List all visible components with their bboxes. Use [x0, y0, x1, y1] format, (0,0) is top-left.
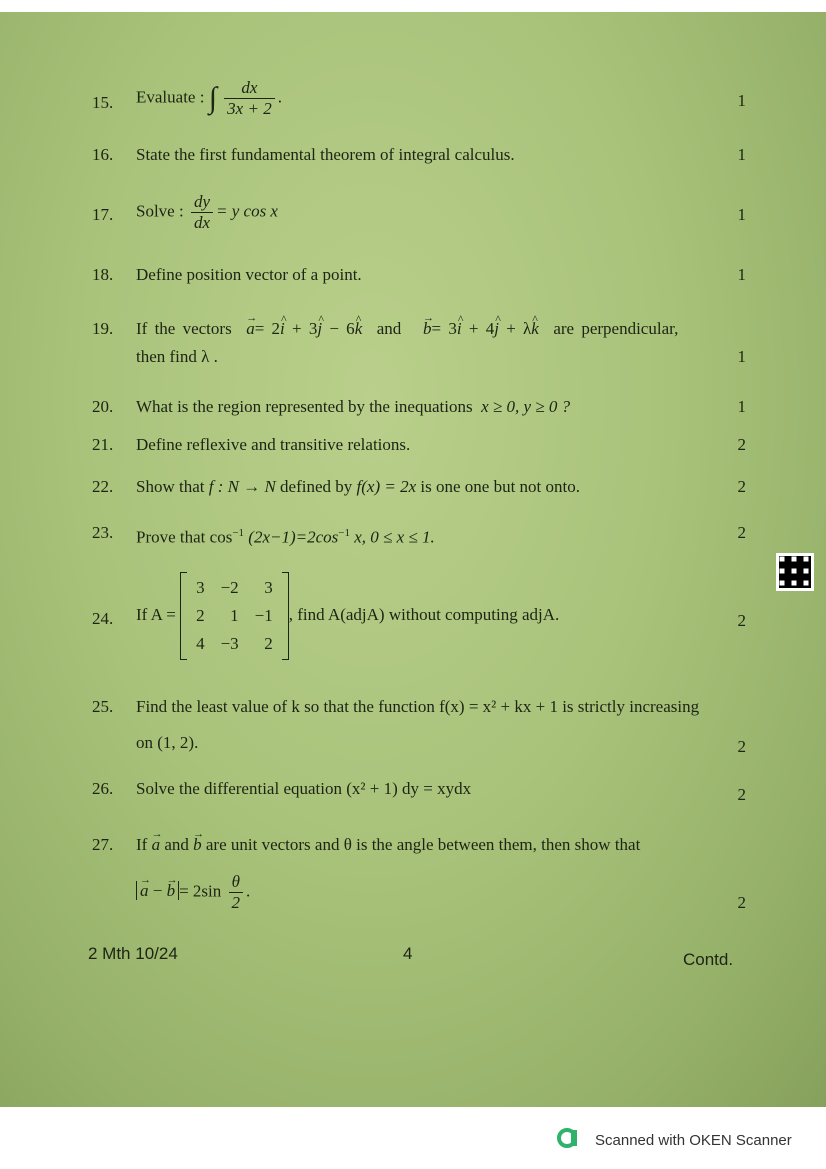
question-marks: 2 [737, 893, 746, 912]
question-marks: 2 [737, 477, 746, 496]
question-marks: 2 [737, 435, 746, 454]
question-text: Solve the differential equation (x² + 1) dy = xydx [136, 779, 472, 798]
question-marks: 1 [737, 265, 746, 284]
question-marks: 1 [737, 347, 746, 366]
question-text: State the first fundamental theorem of integral calculus. [136, 145, 515, 164]
fraction: $\frac{\theta}{2}$ [229, 872, 244, 913]
question-number: 27. [92, 835, 114, 854]
question-text: Define position vector of a point. [136, 265, 362, 284]
question-marks: 1 [737, 397, 746, 416]
question-text: Define reflexive and transitive relations. [136, 435, 411, 454]
question-number: 22. [92, 477, 114, 496]
question-text: Show that f : N → N defined by f(x) = 2x is one one but not onto. [136, 477, 580, 496]
question-marks: 2 [737, 737, 746, 756]
question-text: Solve : $\frac{dy}{dx}$ = y cos x [136, 192, 278, 232]
integral-sign: ∫ [208, 81, 217, 115]
question-number: 24. [92, 609, 114, 628]
question-marks: 1 [737, 91, 746, 110]
oken-logo-icon [557, 1126, 581, 1150]
question-text: If the vectors → a= 2^ i + 3^ j − 6^ k and → b= 3^ i + 4^ j + λ^ k are perpendicular, [136, 318, 678, 340]
question-text-line2: then find λ . [136, 347, 218, 366]
question-number: 19. [92, 319, 114, 338]
qr-code-icon [776, 553, 814, 591]
question-number: 18. [92, 265, 114, 284]
continued-label: Contd. [683, 950, 734, 969]
question-number: 17. [92, 205, 114, 224]
question-number: 20. [92, 397, 114, 416]
question-text: If A = 3 −2 3 2 1 −1 4 −3 2 , find A(adjA) without computing adjA. [136, 572, 559, 660]
question-marks: 2 [737, 611, 746, 630]
scanner-watermark-text: Scanned with OKEN Scanner [595, 1132, 792, 1149]
question-number: 23. [92, 523, 114, 542]
question-text: If → a and → b are unit vectors and θ is the angle between them, then show that [136, 834, 640, 856]
question-number: 16. [92, 145, 114, 164]
question-marks: 1 [737, 205, 746, 224]
paper-code: 2 Mth 10/24 [88, 944, 178, 963]
question-text: Evaluate : ∫ $\frac{dx}{3x + 2}$ . [136, 78, 282, 118]
question-text: Find the least value of k so that the function f(x) = x² + kx + 1 is strictly increasing [136, 697, 700, 716]
fraction: $\frac{dx}{3x + 2}$ [224, 78, 275, 119]
fraction: $\frac{dy}{dx}$ [191, 192, 213, 233]
exam-page [0, 12, 826, 1107]
question-marks: 2 [737, 523, 746, 542]
question-number: 21. [92, 435, 114, 454]
question-number: 26. [92, 779, 114, 798]
question-number: 15. [92, 93, 114, 112]
magnitude: → a − → b [136, 881, 179, 900]
question-text: Prove that $\cos^{-1} (2x-1)=2\cos^{-1}$ x, 0 ≤ x ≤ 1. [136, 527, 435, 547]
question-text-line2: on (1, 2). [136, 733, 199, 752]
question-text: What is the region represented by the inequations x ≥ 0, y ≥ 0 ? [136, 397, 571, 416]
question-text-line2: → a − → b = 2sin $\frac{\theta}{2}$ . [136, 872, 250, 913]
question-marks: 1 [737, 145, 746, 164]
question-marks: 2 [737, 785, 746, 804]
matrix-a: 3 −2 3 2 1 −1 4 −3 2 [180, 572, 289, 660]
question-number: 25. [92, 697, 114, 716]
page-number: 4 [403, 944, 413, 963]
